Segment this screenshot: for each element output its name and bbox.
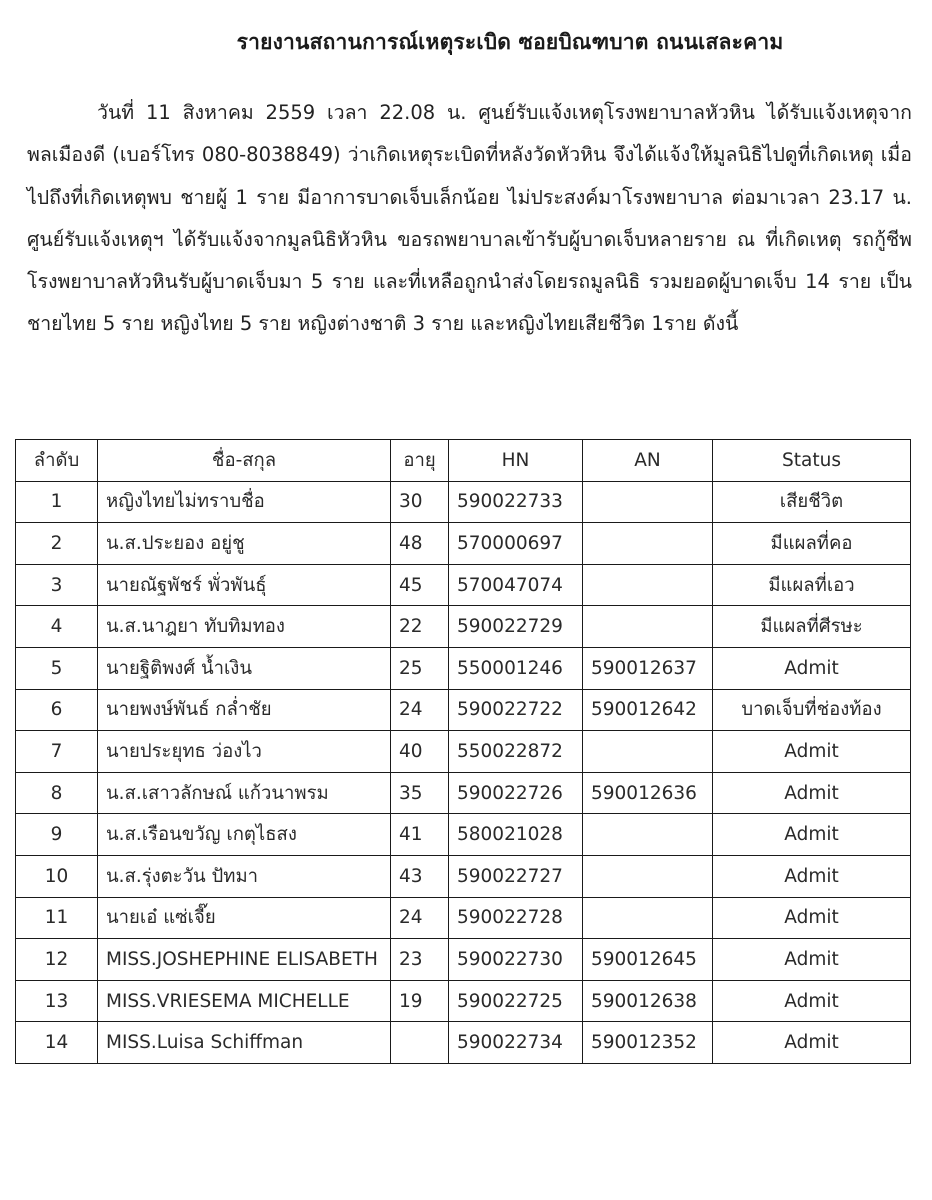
cell-an: [583, 564, 713, 606]
cell-hn: 590022728: [449, 897, 583, 939]
cell-status: มีแผลที่เอว: [713, 564, 911, 606]
cell-no: 11: [16, 897, 98, 939]
cell-age: 22: [391, 606, 449, 648]
cell-no: 7: [16, 731, 98, 773]
cell-hn: 570000697: [449, 523, 583, 565]
header-age: อายุ: [391, 440, 449, 482]
table-row: [16, 939, 911, 981]
cell-hn: 590022727: [449, 855, 583, 897]
table-row: [16, 523, 911, 565]
cell-name: MISS.VRIESEMA MICHELLE: [98, 980, 391, 1022]
cell-age: 41: [391, 814, 449, 856]
cell-hn: 590022726: [449, 772, 583, 814]
cell-an: [583, 606, 713, 648]
cell-hn: 590022722: [449, 689, 583, 731]
header-no: ลำดับ: [16, 440, 98, 482]
table-row: [16, 606, 911, 648]
cell-an: 590012352: [583, 1022, 713, 1064]
header-status: Status: [713, 440, 911, 482]
report-paragraph: วันที่ 11 สิงหาคม 2559 เวลา 22.08 น. ศูนย์รับแจ้งเหตุโรงพยาบาลหัวหิน ได้รับแจ้งเหตุจากพลเมืองดี (เบอร์โทร 080-8038849) ว่าเกิดเหตุระเบิดที่หลังวัดหัวหิน จึงได้แจ้งให้มูลนิธิไปดูที่เกิดเหตุ เมื่อไปถึงที่เกิดเหตุพบ ชายผู้ 1 ราย มีอาการบาดเจ็บเล็กน้อย ไม่ประสงค์มาโรงพยาบาล ต่อมาเวลา 23.17 น. ศูนย์รับแจ้งเหตุฯ ได้รับแจ้งจากมูลนิธิหัวหิน ขอรถพยาบาลเข้ารับผู้บาดเจ็บหลายราย ณ ที่เกิดเหตุ รถกู้ชีพโรงพยาบาลหัวหินรับผู้บาดเจ็บมา 5 ราย และที่เหลือถูกนำส่งโดยรถมูลนิธิ รวมยอดผู้บาดเจ็บ 14 ราย เป็นชายไทย 5 ราย หญิงไทย 5 ราย หญิงต่างชาติ 3 ราย และหญิงไทยเสียชีวิต 1ราย ดังนี้: [27, 101, 912, 336]
cell-status: บาดเจ็บที่ช่องท้อง: [713, 689, 911, 731]
cell-age: [391, 1022, 449, 1064]
table-row: [16, 1022, 911, 1064]
cell-no: 12: [16, 939, 98, 981]
cell-an: [583, 523, 713, 565]
cell-age: 45: [391, 564, 449, 606]
cell-name: น.ส.รุ่งตะวัน ปัทมา: [98, 855, 391, 897]
cell-no: 6: [16, 689, 98, 731]
cell-name: นายเอ๋ แซ่เจี๊ย: [98, 897, 391, 939]
cell-an: [583, 481, 713, 523]
table-row: [16, 564, 911, 606]
cell-hn: 590022734: [449, 1022, 583, 1064]
cell-age: 24: [391, 689, 449, 731]
casualty-table: [15, 439, 911, 1064]
cell-age: 35: [391, 772, 449, 814]
cell-age: 23: [391, 939, 449, 981]
cell-status: Admit: [713, 897, 911, 939]
cell-name: นายพงษ์พันธ์ กล่ำชัย: [98, 689, 391, 731]
cell-no: 5: [16, 647, 98, 689]
cell-name: MISS.JOSHEPHINE ELISABETH: [98, 939, 391, 981]
cell-age: 25: [391, 647, 449, 689]
cell-name: MISS.Luisa Schiffman: [98, 1022, 391, 1064]
cell-no: 14: [16, 1022, 98, 1064]
cell-hn: 550022872: [449, 731, 583, 773]
cell-an: 590012638: [583, 980, 713, 1022]
cell-an: [583, 897, 713, 939]
cell-hn: 570047074: [449, 564, 583, 606]
cell-status: เสียชีวิต: [713, 481, 911, 523]
cell-hn: 580021028: [449, 814, 583, 856]
cell-name: นายณัฐพัชร์ พั่วพันธุ์: [98, 564, 391, 606]
cell-no: 1: [16, 481, 98, 523]
table-row: [16, 897, 911, 939]
cell-status: Admit: [713, 772, 911, 814]
cell-hn: 590022730: [449, 939, 583, 981]
table-row: [16, 731, 911, 773]
cell-age: 48: [391, 523, 449, 565]
table-header-row: [16, 440, 911, 482]
document-title: รายงานสถานการณ์เหตุระเบิด ซอยบิณฑบาต ถนนเสละคาม: [236, 30, 784, 54]
cell-age: 30: [391, 481, 449, 523]
cell-no: 8: [16, 772, 98, 814]
cell-an: [583, 814, 713, 856]
cell-hn: 590022725: [449, 980, 583, 1022]
cell-age: 43: [391, 855, 449, 897]
table-row: [16, 647, 911, 689]
cell-no: 10: [16, 855, 98, 897]
table-row: [16, 689, 911, 731]
cell-name: นายประยุทธ ว่องไว: [98, 731, 391, 773]
cell-name: น.ส.เสาวลักษณ์ แก้วนาพรม: [98, 772, 391, 814]
table-row: [16, 814, 911, 856]
table-row: [16, 481, 911, 523]
cell-status: มีแผลที่คอ: [713, 523, 911, 565]
cell-status: Admit: [713, 814, 911, 856]
cell-hn: 590022733: [449, 481, 583, 523]
cell-age: 40: [391, 731, 449, 773]
cell-an: [583, 731, 713, 773]
table-row: [16, 772, 911, 814]
cell-status: Admit: [713, 647, 911, 689]
cell-no: 4: [16, 606, 98, 648]
cell-age: 24: [391, 897, 449, 939]
cell-no: 13: [16, 980, 98, 1022]
cell-an: 590012636: [583, 772, 713, 814]
cell-name: น.ส.นาฎยา ทับทิมทอง: [98, 606, 391, 648]
cell-status: Admit: [713, 855, 911, 897]
cell-name: หญิงไทยไม่ทราบชื่อ: [98, 481, 391, 523]
cell-name: น.ส.เรือนขวัญ เกตุไธสง: [98, 814, 391, 856]
table-row: [16, 980, 911, 1022]
header-hn: HN: [449, 440, 583, 482]
cell-name: น.ส.ประยอง อยู่ชู: [98, 523, 391, 565]
cell-status: Admit: [713, 1022, 911, 1064]
header-an: AN: [583, 440, 713, 482]
cell-an: 590012645: [583, 939, 713, 981]
cell-an: 590012642: [583, 689, 713, 731]
cell-status: Admit: [713, 980, 911, 1022]
cell-an: 590012637: [583, 647, 713, 689]
header-name: ชื่อ-สกุล: [98, 440, 391, 482]
cell-an: [583, 855, 713, 897]
cell-hn: 590022729: [449, 606, 583, 648]
cell-status: มีแผลที่ศีรษะ: [713, 606, 911, 648]
cell-age: 19: [391, 980, 449, 1022]
cell-no: 3: [16, 564, 98, 606]
cell-name: นายฐิติพงศ์ น้ำเงิน: [98, 647, 391, 689]
cell-status: Admit: [713, 731, 911, 773]
cell-no: 2: [16, 523, 98, 565]
cell-no: 9: [16, 814, 98, 856]
table-row: [16, 855, 911, 897]
cell-hn: 550001246: [449, 647, 583, 689]
cell-status: Admit: [713, 939, 911, 981]
